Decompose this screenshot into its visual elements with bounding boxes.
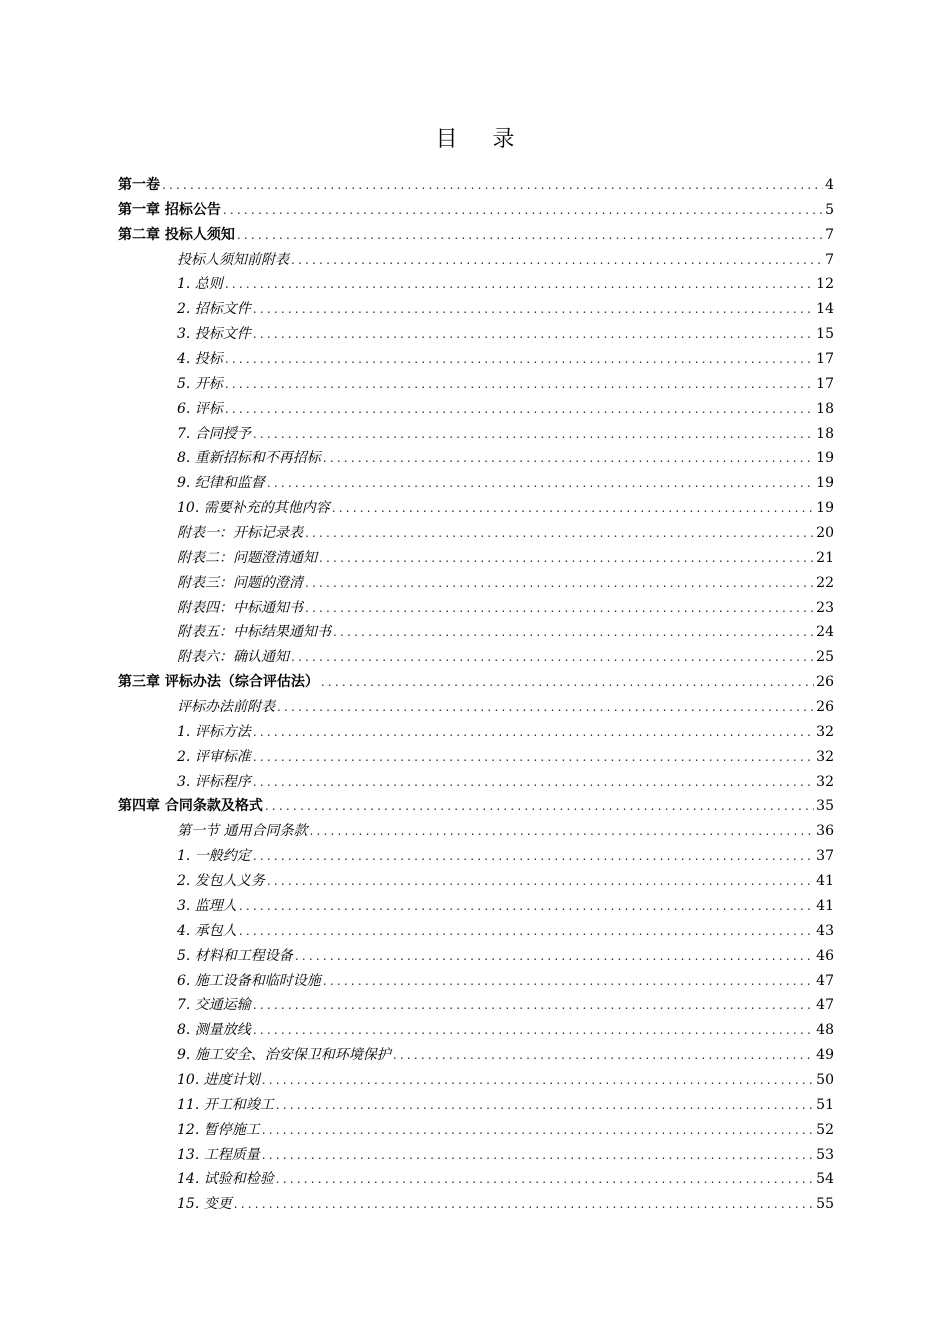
toc-page-number: 49 [816,1047,834,1064]
toc-entry-label: 12. 暂停施工 [177,1121,260,1138]
toc-leader-dots [237,228,823,242]
toc-section-entry[interactable] [118,845,834,870]
toc-leader-dots [291,650,814,664]
toc-page-number: 7 [825,226,834,243]
toc-section-entry[interactable] [118,547,834,572]
toc-leader-dots [276,1098,814,1112]
toc-section-entry[interactable] [118,1193,834,1218]
toc-section-entry[interactable] [118,1019,834,1044]
toc-page-number: 18 [816,425,834,442]
toc-leader-dots [253,849,814,863]
toc-entry-label: 附表四：中标通知书 [177,599,303,616]
toc-entry-label: 附表三：问题的澄清 [177,574,303,591]
toc-entry-label: 4. 承包人 [177,922,237,939]
toc-page-number: 19 [816,475,834,492]
toc-entry-label: 附表一：开标记录表 [177,525,303,542]
toc-section-entry[interactable] [118,1168,834,1193]
toc-page-number: 43 [816,922,834,939]
toc-page-number: 55 [816,1196,834,1213]
toc-section-entry[interactable] [118,621,834,646]
toc-page-number: 23 [816,599,834,616]
toc-section-entry[interactable] [118,1119,834,1144]
toc-entry-label: 3. 监理人 [177,897,237,914]
toc-section-entry[interactable] [118,273,834,298]
toc-page-number: 32 [816,748,834,765]
toc-page-number: 4 [825,177,834,193]
toc-leader-dots [253,998,814,1012]
toc-entry-label: 1. 总则 [177,276,223,293]
toc-page-number: 37 [816,848,834,865]
toc-section-entry[interactable] [118,994,834,1019]
toc-entry-label: 9. 纪律和监督 [177,475,265,492]
toc-entry-label: 7. 合同授予 [177,425,251,442]
toc-leader-dots [253,427,814,441]
toc-leader-dots [323,451,814,465]
toc-page-number: 17 [816,375,834,392]
toc-section-entry[interactable] [118,1069,834,1094]
toc-entry-label: 10. 进度计划 [177,1071,260,1088]
toc-section-entry[interactable] [118,646,834,671]
toc-page-number: 41 [816,897,834,914]
toc-entry-label: 6. 施工设备和临时设施 [177,972,321,989]
toc-page-number: 12 [816,276,834,293]
toc-page-number: 47 [816,997,834,1014]
toc-entry-label: 1. 评标方法 [177,723,251,740]
toc-page-number: 32 [816,723,834,740]
toc-leader-dots [253,725,814,739]
toc-chapter-entry[interactable] [118,174,834,199]
toc-section-entry[interactable] [118,1094,834,1119]
toc-section-entry[interactable] [118,373,834,398]
toc-page-number: 36 [816,823,834,840]
toc-section-entry[interactable] [118,323,834,348]
toc-leader-dots [295,949,814,963]
toc-entry-label: 2. 发包人义务 [177,873,265,890]
toc-section-entry[interactable] [118,696,834,721]
toc-entry-label: 2. 评审标准 [177,748,251,765]
toc-section-entry[interactable] [118,497,834,522]
toc-entry-label: 4. 投标 [177,351,223,368]
toc-entry-label: 3. 评标程序 [177,773,251,790]
toc-leader-dots [305,601,814,615]
toc-entry-label: 6. 评标 [177,400,223,417]
toc-section-entry[interactable] [118,970,834,995]
toc-leader-dots [319,551,814,565]
toc-entry-label: 8. 测量放线 [177,1022,251,1039]
toc-page-number: 7 [825,251,834,268]
toc-leader-dots [253,775,814,789]
toc-entry-label: 3. 投标文件 [177,326,251,343]
toc-leader-dots [253,327,814,341]
toc-page-number: 46 [816,947,834,964]
toc-page-number: 52 [816,1121,834,1138]
toc-entry-label: 7. 交通运输 [177,997,251,1014]
toc-section-entry[interactable] [118,945,834,970]
toc-entry-label: 8. 重新招标和不再招标 [177,450,321,467]
toc-section-entry[interactable] [118,1044,834,1069]
toc-entry-label: 5. 开标 [177,375,223,392]
toc-page-number: 5 [825,201,834,218]
toc-entry-label: 13. 工程质量 [177,1146,260,1163]
toc-entry-label: 11. 开工和竣工 [177,1096,274,1113]
toc-entry-label: 第一节 通用合同条款 [177,823,308,840]
toc-entry-label: 2. 招标文件 [177,301,251,318]
toc-section-entry[interactable] [118,472,834,497]
toc-entry-label: 附表五：中标结果通知书 [177,624,331,641]
toc-leader-dots [225,277,814,291]
toc-entry-label: 5. 材料和工程设备 [177,947,293,964]
toc-leader-dots [239,924,814,938]
toc-section-entry[interactable] [118,423,834,448]
toc-chapter-entry[interactable] [118,224,834,249]
toc-page-number: 54 [816,1171,834,1188]
toc-page-number: 41 [816,873,834,890]
toc-section-entry[interactable] [118,920,834,945]
toc-entry-label: 15. 变更 [177,1196,232,1213]
toc-leader-dots [262,1123,814,1137]
toc-leader-dots [267,476,814,490]
toc-leader-dots [332,501,814,515]
toc-page-number: 35 [816,798,834,815]
toc-leader-dots [333,625,814,639]
toc-entry-label: 第一卷 [118,177,160,193]
toc-entry-label: 第一章 招标公告 [118,201,221,218]
toc-leader-dots [321,675,814,689]
toc-page-number: 21 [816,549,834,566]
toc-entry-label: 评标办法前附表 [177,699,275,716]
toc-page-number: 51 [816,1096,834,1113]
toc-leader-dots [225,377,814,391]
toc-entry-label: 10. 需要补充的其他内容 [177,500,330,517]
toc-entry-label: 9. 施工安全、治安保卫和环境保护 [177,1047,391,1064]
toc-leader-dots [323,974,814,988]
toc-leader-dots [393,1048,814,1062]
toc-page-number: 26 [816,674,834,691]
toc-leader-dots [239,899,814,913]
toc-entry-label: 第四章 合同条款及格式 [118,798,263,815]
toc-leader-dots [267,874,814,888]
table-of-contents [118,174,834,1218]
toc-leader-dots [234,1197,814,1211]
toc-page-number: 25 [816,649,834,666]
toc-leader-dots [291,253,823,267]
toc-leader-dots [262,1073,814,1087]
toc-page-number: 32 [816,773,834,790]
toc-entry-label: 14. 试验和检验 [177,1171,274,1188]
toc-leader-dots [305,526,814,540]
toc-leader-dots [253,1023,814,1037]
toc-leader-dots [223,203,823,217]
toc-section-entry[interactable] [118,298,834,323]
toc-leader-dots [276,1172,814,1186]
toc-leader-dots [225,352,814,366]
toc-page-number: 20 [816,525,834,542]
toc-leader-dots [305,576,814,590]
toc-page-number: 26 [816,699,834,716]
toc-section-entry[interactable] [118,249,834,274]
toc-leader-dots [225,402,814,416]
toc-chapter-entry[interactable] [118,199,834,224]
toc-chapter-entry[interactable] [118,671,834,696]
toc-page-number: 14 [816,301,834,318]
page-title: 目 录 [435,127,529,152]
toc-section-entry[interactable] [118,572,834,597]
toc-page-number: 19 [816,450,834,467]
toc-section-entry[interactable] [118,348,834,373]
toc-page-number: 47 [816,972,834,989]
toc-section-entry[interactable] [118,721,834,746]
toc-page-number: 53 [816,1146,834,1163]
toc-page-number: 18 [816,400,834,417]
toc-page-number: 15 [816,326,834,343]
toc-section-entry[interactable] [118,820,834,845]
toc-page-number: 48 [816,1022,834,1039]
toc-chapter-entry[interactable] [118,795,834,820]
toc-section-entry[interactable] [118,398,834,423]
toc-page-number: 19 [816,500,834,517]
toc-entry-label: 第三章 评标办法（综合评估法） [118,674,319,691]
toc-leader-dots [265,799,814,813]
toc-page-number: 50 [816,1071,834,1088]
toc-entry-label: 1. 一般约定 [177,848,251,865]
toc-section-entry[interactable] [118,870,834,895]
toc-entry-label: 第二章 投标人须知 [118,226,235,243]
toc-leader-dots [277,700,814,714]
toc-section-entry[interactable] [118,895,834,920]
toc-entry-label: 投标人须知前附表 [177,251,289,268]
toc-page-number: 22 [816,574,834,591]
toc-leader-dots [253,302,814,316]
toc-section-entry[interactable] [118,597,834,622]
toc-page-number: 24 [816,624,834,641]
toc-entry-label: 附表二：问题澄清通知 [177,549,317,566]
toc-section-entry[interactable] [118,1144,834,1169]
toc-leader-dots [309,824,814,838]
toc-page-number: 17 [816,351,834,368]
toc-entry-label: 附表六：确认通知 [177,649,289,666]
toc-section-entry[interactable] [118,746,834,771]
toc-leader-dots [253,750,814,764]
toc-section-entry[interactable] [118,522,834,547]
toc-leader-dots [262,1148,814,1162]
toc-section-entry[interactable] [118,771,834,796]
toc-section-entry[interactable] [118,447,834,472]
toc-leader-dots [162,178,823,192]
